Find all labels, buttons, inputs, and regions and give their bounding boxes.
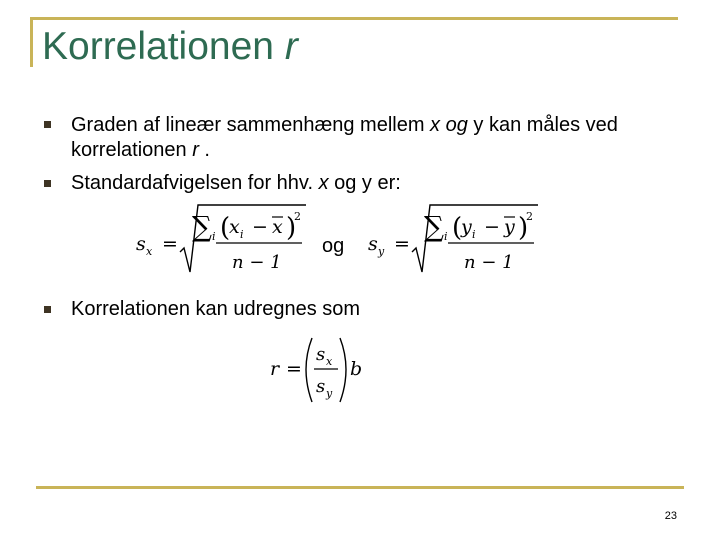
formula-sy-sub: y [378,245,385,258]
bullet-text-span: Standardafvigelsen for hhv. [71,172,319,194]
formula-sx-paren-right: ) [286,213,297,243]
formula-sx-xbar: x [272,216,283,238]
formula-sy-equals: = [394,233,410,255]
formula-sx-i: i [212,230,216,243]
formula-r-numerator: s [316,344,326,365]
formula-r-denominator: s [316,376,326,397]
bullet-marker [44,121,51,128]
formula-r-paren-right [340,338,346,402]
formula-sy-i: i [444,230,448,243]
formula-sy-ybar: y [504,216,515,238]
formula-std-dev-y [362,200,542,276]
formula-sy-yi-sub: i [472,228,476,241]
formula-r-equals: = [286,358,302,380]
title-frame-left-line [30,17,33,67]
bullet-var-r: r [192,139,199,161]
formula-sy-yi: y [461,216,472,238]
formula-sx-sub: x [146,245,153,258]
bullet-text-std-dev [71,171,401,196]
formula-correlation-r [266,332,366,408]
formula-sy-paren-left: ( [452,213,463,243]
bullet-var-x: x [318,172,329,194]
footer-line [36,486,684,489]
formula-r-lhs: r [270,358,280,380]
formula-sy-denominator: n − 1 [464,252,514,273]
formula-sy-sum: ∑ [424,210,444,243]
bullet-text-span: og y er: [328,172,401,194]
formula-sx-equals: = [162,233,178,255]
formula-r-numerator-sub: x [326,355,333,368]
bullet-marker [44,180,51,187]
slide-title-text: Korrelationen [42,25,274,68]
bullet-text-period: . [198,139,210,161]
bullet-var-x: x [430,114,441,136]
formula-r-b: b [350,358,363,380]
formula-std-dev-x [130,200,310,276]
formula-sx-minus: − [252,216,268,238]
title-frame-top-line [30,17,678,20]
formula-sy-square: 2 [526,210,533,223]
formula-sy-s: s [368,233,378,255]
bullet-text-span: y kan måles ved korrelationen [71,114,618,161]
slide-title [42,27,298,66]
page-number: 23 [664,510,677,522]
formula-sy-minus: − [484,216,500,238]
formula-r-denominator-sub: y [326,387,333,400]
formula-sx-sum: ∑ [192,210,212,243]
formula-r-paren-left [306,338,312,402]
formula-sy-paren-right: ) [518,213,529,243]
slide-title-variable: r [284,25,298,68]
formula-sx-xi-sub: i [240,228,244,241]
formula-sx-denominator: n − 1 [232,252,282,273]
formula-sx-s: s [136,233,146,255]
bullet-text-correlation [71,113,681,163]
formula-sx-square: 2 [294,210,301,223]
bullet-text-og: og [440,114,468,136]
formula-sx-xi: x [229,216,240,238]
bullet-text-span: Graden af lineær sammenhæng mellem [71,114,431,136]
formula-sx-paren-left: ( [220,213,231,243]
formula-og-text: og [322,235,345,257]
bullet-text-correlation-formula: Korrelationen kan udregnes som [71,298,361,320]
bullet-marker [44,306,51,313]
